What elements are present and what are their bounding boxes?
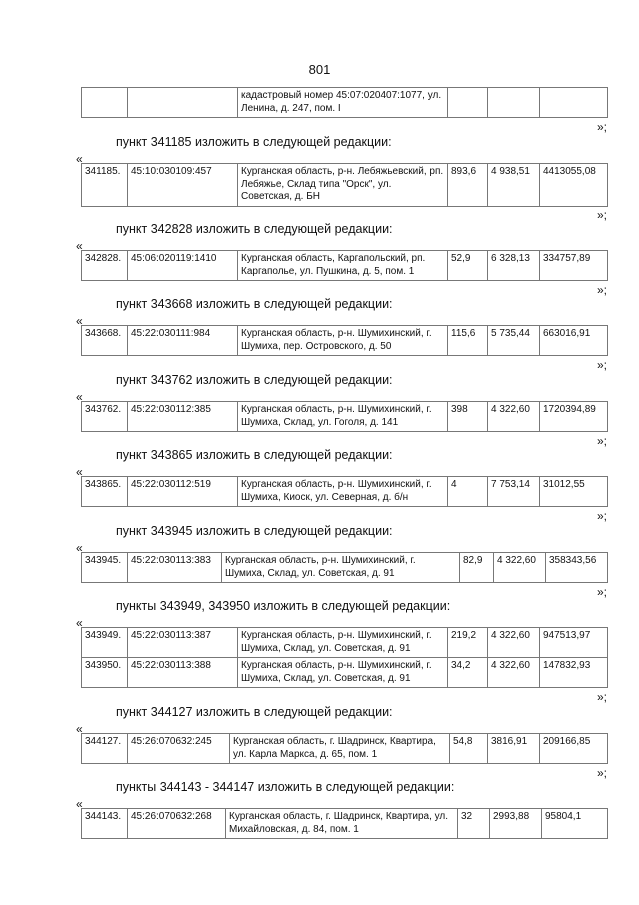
cell-cadastral: 45:26:070632:268 (128, 809, 226, 839)
cell-address: Курганская область, р-н. Лебяжьевский, рп. Лебяжье, Склад типа "Орск", ул. Советская, д. БН (238, 164, 448, 207)
cell-number: 344127. (82, 734, 128, 764)
record-table (81, 476, 608, 507)
cell-rate: 4 322,60 (488, 402, 540, 432)
cell-area (448, 88, 488, 118)
page-number: 801 (308, 62, 331, 77)
cell-area: 82,9 (460, 553, 494, 583)
record-table (81, 250, 608, 281)
record-table (81, 163, 608, 207)
cell-address: кадастровый номер 45:07:020407:1077, ул. Ленина, д. 247, пом. I (238, 88, 448, 118)
cell-rate: 4 322,60 (488, 658, 540, 688)
cell-value: 31012,55 (540, 477, 608, 507)
cell-cadastral (128, 88, 238, 118)
cell-address: Курганская область, г. Шадринск, Квартира, ул. Карла Маркса, д. 65, пом. 1 (230, 734, 450, 764)
opening-quote: « (76, 314, 83, 328)
cell-value: 4413055,08 (540, 164, 608, 207)
cell-area: 115,6 (448, 326, 488, 356)
table-row (82, 402, 608, 432)
cell-value: 334757,89 (540, 251, 608, 281)
cell-number (82, 88, 128, 118)
cell-cadastral: 45:22:030113:387 (128, 628, 238, 658)
cell-number: 344143. (82, 809, 128, 839)
opening-quote: « (76, 152, 83, 166)
cell-cadastral: 45:10:030109:457 (128, 164, 238, 207)
cell-number: 343668. (82, 326, 128, 356)
cell-cadastral: 45:26:070632:245 (128, 734, 230, 764)
cell-number: 343865. (82, 477, 128, 507)
cell-area: 219,2 (448, 628, 488, 658)
cell-area: 32 (458, 809, 490, 839)
cell-value: 95804,1 (542, 809, 608, 839)
section-instruction: пункт 343945 изложить в следующей редакции: (116, 524, 393, 538)
table-row (82, 477, 608, 507)
cell-area: 398 (448, 402, 488, 432)
cell-number: 343949. (82, 628, 128, 658)
cell-area: 4 (448, 477, 488, 507)
cell-rate: 5 735,44 (488, 326, 540, 356)
closing-quote: »; (597, 509, 608, 523)
table-row (82, 734, 608, 764)
cell-rate: 4 938,51 (488, 164, 540, 207)
cell-value: 209166,85 (540, 734, 608, 764)
cell-rate: 6 328,13 (488, 251, 540, 281)
table-row (82, 809, 608, 839)
table-row (82, 658, 608, 688)
opening-quote: « (76, 797, 83, 811)
cell-rate: 4 322,60 (488, 628, 540, 658)
cell-cadastral: 45:22:030112:519 (128, 477, 238, 507)
cell-value: 1720394,89 (540, 402, 608, 432)
cell-rate: 2993,88 (490, 809, 542, 839)
cell-address: Курганская область, г. Шадринск, Квартира, ул. Михайловская, д. 84, пом. 1 (226, 809, 458, 839)
cell-number: 342828. (82, 251, 128, 281)
table-row (82, 628, 608, 658)
cell-number: 343950. (82, 658, 128, 688)
table-row (82, 553, 608, 583)
cell-address: Курганская область, р-н. Шумихинский, г. Шумиха, Склад, ул. Гоголя, д. 141 (238, 402, 448, 432)
record-table (81, 733, 608, 764)
cell-cadastral: 45:22:030113:388 (128, 658, 238, 688)
opening-quote: « (76, 722, 83, 736)
closing-quote: »; (597, 208, 608, 222)
cell-cadastral: 45:22:030111:984 (128, 326, 238, 356)
cell-number: 343945. (82, 553, 128, 583)
section-instruction: пункт 343668 изложить в следующей редакции: (116, 297, 393, 311)
record-table (81, 401, 608, 432)
opening-quote: « (76, 465, 83, 479)
cell-area: 34,2 (448, 658, 488, 688)
closing-quote: »; (597, 434, 608, 448)
cell-value: 147832,93 (540, 658, 608, 688)
closing-quote: »; (597, 766, 608, 780)
section-instruction: пункт 343762 изложить в следующей редакции: (116, 373, 393, 387)
cell-address: Курганская область, р-н. Шумихинский, г. Шумиха, пер. Островского, д. 50 (238, 326, 448, 356)
record-table (81, 808, 608, 839)
table-row (82, 326, 608, 356)
section-instruction: пункт 342828 изложить в следующей редакции: (116, 222, 393, 236)
opening-quote: « (76, 239, 83, 253)
closing-quote: »; (597, 585, 608, 599)
cell-address: Курганская область, р-н. Шумихинский, г. Шумиха, Склад, ул. Советская, д. 91 (238, 658, 448, 688)
closing-quote: »; (597, 283, 608, 297)
cell-address: Курганская область, р-н. Шумихинский, г. Шумиха, Киоск, ул. Северная, д. б/н (238, 477, 448, 507)
closing-quote: »; (597, 358, 608, 372)
opening-quote: « (76, 541, 83, 555)
cell-rate (488, 88, 540, 118)
cell-rate: 7 753,14 (488, 477, 540, 507)
cell-area: 52,9 (448, 251, 488, 281)
cell-address: Курганская область, Каргапольский, рп. Каргаполье, ул. Пушкина, д. 5, пом. 1 (238, 251, 448, 281)
section-instruction: пункты 344143 - 344147 изложить в следующей редакции: (116, 780, 455, 794)
cell-cadastral: 45:06:020119:1410 (128, 251, 238, 281)
section-instruction: пункт 341185 изложить в следующей редакции: (116, 135, 392, 149)
cell-address: Курганская область, р-н. Шумихинский, г. Шумиха, Склад, ул. Советская, д. 91 (238, 628, 448, 658)
section-instruction: пункты 343949, 343950 изложить в следующей редакции: (116, 599, 451, 613)
opening-quote: « (76, 390, 83, 404)
cell-value: 358343,56 (546, 553, 608, 583)
cell-value: 663016,91 (540, 326, 608, 356)
cell-cadastral: 45:22:030112:385 (128, 402, 238, 432)
cell-rate: 4 322,60 (494, 553, 546, 583)
cell-number: 341185. (82, 164, 128, 207)
cell-rate: 3816,91 (488, 734, 540, 764)
cell-area: 54,8 (450, 734, 488, 764)
table-row (82, 251, 608, 281)
table-row (82, 88, 608, 118)
continued-table (81, 87, 608, 118)
record-table (81, 325, 608, 356)
closing-quote: »; (597, 120, 608, 134)
closing-quote: »; (597, 690, 608, 704)
record-table (81, 552, 608, 583)
record-table (81, 627, 608, 688)
opening-quote: « (76, 616, 83, 630)
cell-cadastral: 45:22:030113:383 (128, 553, 222, 583)
cell-address: Курганская область, р-н. Шумихинский, г. Шумиха, Склад, ул. Советская, д. 91 (222, 553, 460, 583)
cell-value: 947513,97 (540, 628, 608, 658)
section-instruction: пункт 343865 изложить в следующей редакции: (116, 448, 393, 462)
cell-number: 343762. (82, 402, 128, 432)
table-row (82, 164, 608, 207)
cell-area: 893,6 (448, 164, 488, 207)
section-instruction: пункт 344127 изложить в следующей редакции: (116, 705, 393, 719)
cell-value (540, 88, 608, 118)
